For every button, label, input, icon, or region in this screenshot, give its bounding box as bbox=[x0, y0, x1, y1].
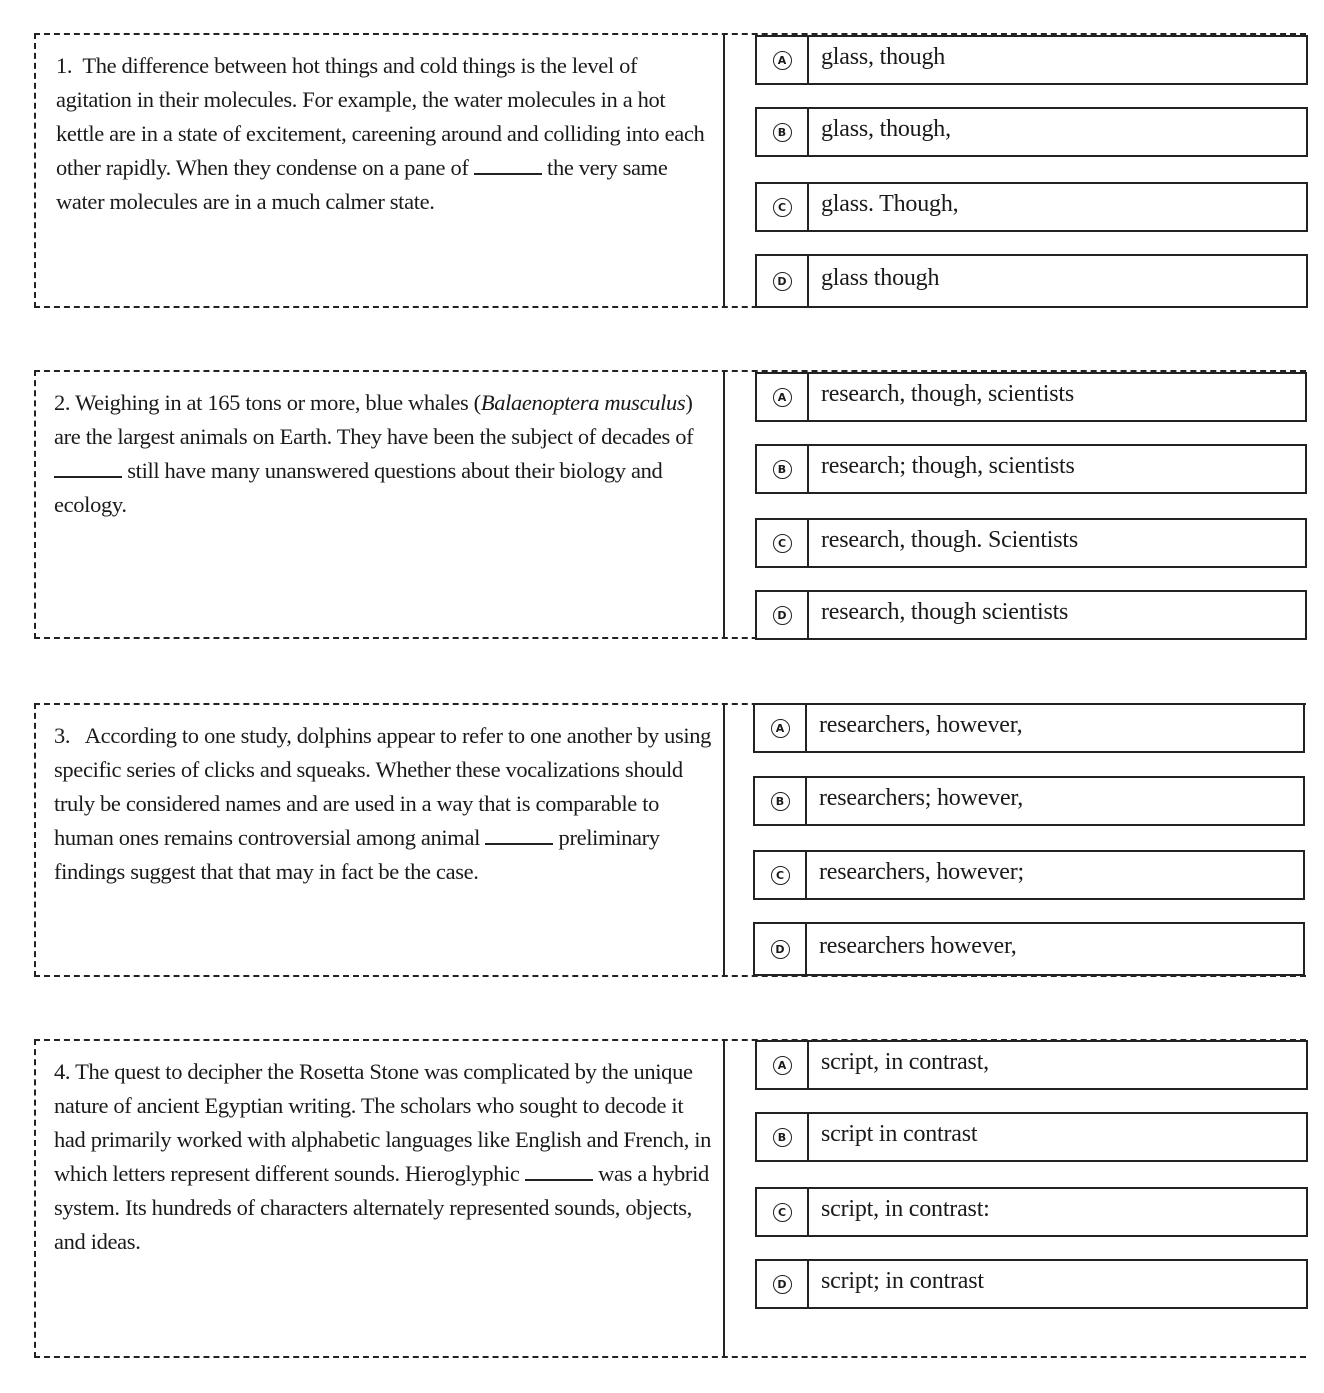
option-letter bbox=[757, 374, 809, 420]
option-text: research; though, scientists bbox=[821, 452, 1075, 479]
option-letter bbox=[757, 109, 809, 155]
answer-blank bbox=[485, 842, 553, 845]
circled-letter-icon: A bbox=[771, 719, 790, 738]
option-b[interactable] bbox=[755, 1112, 1308, 1162]
question-block-3 bbox=[34, 703, 1306, 977]
option-text: glass, though, bbox=[821, 115, 951, 142]
circled-letter-icon: B bbox=[773, 123, 792, 142]
option-d[interactable] bbox=[755, 254, 1308, 308]
option-c[interactable] bbox=[755, 518, 1307, 568]
passage-2 bbox=[54, 386, 714, 522]
option-letter bbox=[757, 1261, 809, 1307]
option-d[interactable] bbox=[755, 1259, 1308, 1309]
option-letter bbox=[755, 924, 807, 974]
circled-letter-icon: A bbox=[773, 51, 792, 70]
question-block-1 bbox=[34, 33, 1306, 308]
option-text: researchers; however, bbox=[819, 784, 1024, 811]
option-letter bbox=[757, 520, 809, 566]
option-letter bbox=[755, 852, 807, 898]
option-a[interactable] bbox=[753, 703, 1305, 753]
question-block-4 bbox=[34, 1039, 1306, 1358]
column-divider bbox=[723, 1039, 725, 1358]
option-letter bbox=[757, 256, 809, 306]
option-letter bbox=[757, 1189, 809, 1235]
passage-text: According to one study, dolphins appear to refer to one another by using specific series of clicks and squeaks. Whether these vocalizations should truly be considered names and are used in a way that is comparable to human ones remains controversial among animal bbox=[54, 723, 712, 850]
passage-text: still have many unanswered questions about their biology and ecology. bbox=[54, 458, 663, 517]
circled-letter-icon: A bbox=[773, 1056, 792, 1075]
option-letter bbox=[757, 1042, 809, 1088]
option-text: glass. Though, bbox=[821, 190, 959, 217]
passage-1 bbox=[56, 49, 716, 219]
circled-letter-icon: D bbox=[773, 1275, 792, 1294]
circled-letter-icon: B bbox=[771, 792, 790, 811]
answer-blank bbox=[54, 475, 122, 478]
option-b[interactable] bbox=[755, 444, 1307, 494]
circled-letter-icon: B bbox=[773, 460, 792, 479]
question-number: 2. bbox=[54, 390, 71, 415]
question-block-2 bbox=[34, 370, 1306, 639]
option-text: script, in contrast: bbox=[821, 1195, 990, 1222]
species-name: Balaenoptera musculus bbox=[480, 390, 686, 415]
column-divider bbox=[723, 33, 725, 308]
option-c[interactable] bbox=[755, 1187, 1308, 1237]
option-text: research, though scientists bbox=[821, 598, 1069, 625]
option-c[interactable] bbox=[755, 182, 1308, 232]
passage-text: was a hybrid system. Its hundreds of characters alternately represented sounds, objects, and ideas. bbox=[54, 1161, 709, 1254]
option-letter bbox=[757, 184, 809, 230]
question-number: 3. bbox=[54, 723, 71, 748]
circled-letter-icon: C bbox=[771, 866, 790, 885]
circled-letter-icon: C bbox=[773, 198, 792, 217]
passage-text: The difference between hot things and cold things is the level of agitation in their molecules. For example, the water molecules in a hot kettle are in a state of excitement, careening around and colliding into each other rapidly. When they condense on a pane of bbox=[56, 53, 705, 180]
option-text: script; in contrast bbox=[821, 1267, 984, 1294]
option-a[interactable] bbox=[755, 35, 1308, 85]
circled-letter-icon: D bbox=[773, 606, 792, 625]
circled-letter-icon: C bbox=[773, 534, 792, 553]
column-divider bbox=[723, 703, 725, 977]
circled-letter-icon: C bbox=[773, 1203, 792, 1222]
circled-letter-icon: A bbox=[773, 388, 792, 407]
passage-text: The quest to decipher the Rosetta Stone was complicated by the unique nature of ancient Egyptian writing. The scholars who sought to decode it had primarily worked with alphabetic languages like English and French, in which letters represent different sounds. Hieroglyphic bbox=[54, 1059, 712, 1186]
option-text: researchers however, bbox=[819, 932, 1017, 959]
circled-letter-icon: D bbox=[773, 272, 792, 291]
passage-text: ) are the largest animals on Earth. They have been the subject of decades of bbox=[54, 390, 694, 449]
option-letter bbox=[755, 778, 807, 824]
option-d[interactable] bbox=[755, 590, 1307, 640]
answer-blank bbox=[474, 172, 542, 175]
option-c[interactable] bbox=[753, 850, 1305, 900]
circled-letter-icon: B bbox=[773, 1128, 792, 1147]
option-d[interactable] bbox=[753, 922, 1305, 976]
passage-3 bbox=[54, 719, 714, 889]
option-letter bbox=[757, 592, 809, 638]
option-a[interactable] bbox=[755, 372, 1307, 422]
option-text: research, though. Scientists bbox=[821, 526, 1079, 553]
option-b[interactable] bbox=[755, 107, 1308, 157]
column-divider bbox=[723, 370, 725, 639]
question-number: 1. bbox=[56, 53, 73, 78]
answer-blank bbox=[525, 1178, 593, 1181]
option-letter bbox=[757, 446, 809, 492]
option-text: script in contrast bbox=[821, 1120, 978, 1147]
option-letter bbox=[757, 1114, 809, 1160]
option-letter bbox=[757, 37, 809, 83]
option-text: research, though, scientists bbox=[821, 380, 1074, 407]
passage-4 bbox=[54, 1055, 714, 1259]
passage-text: Weighing in at 165 tons or more, blue whales ( bbox=[75, 390, 481, 415]
option-text: glass, though bbox=[821, 43, 946, 70]
question-number: 4. bbox=[54, 1059, 71, 1084]
option-a[interactable] bbox=[755, 1040, 1308, 1090]
option-text: glass though bbox=[821, 264, 940, 291]
option-text: script, in contrast, bbox=[821, 1048, 989, 1075]
option-letter bbox=[755, 705, 807, 751]
passage-text: the very same water molecules are in a much calmer state. bbox=[56, 155, 668, 214]
passage-text: preliminary findings suggest that that may in fact be the case. bbox=[54, 825, 660, 884]
option-text: researchers, however; bbox=[819, 858, 1025, 885]
option-b[interactable] bbox=[753, 776, 1305, 826]
circled-letter-icon: D bbox=[771, 940, 790, 959]
option-text: researchers, however, bbox=[819, 711, 1023, 738]
